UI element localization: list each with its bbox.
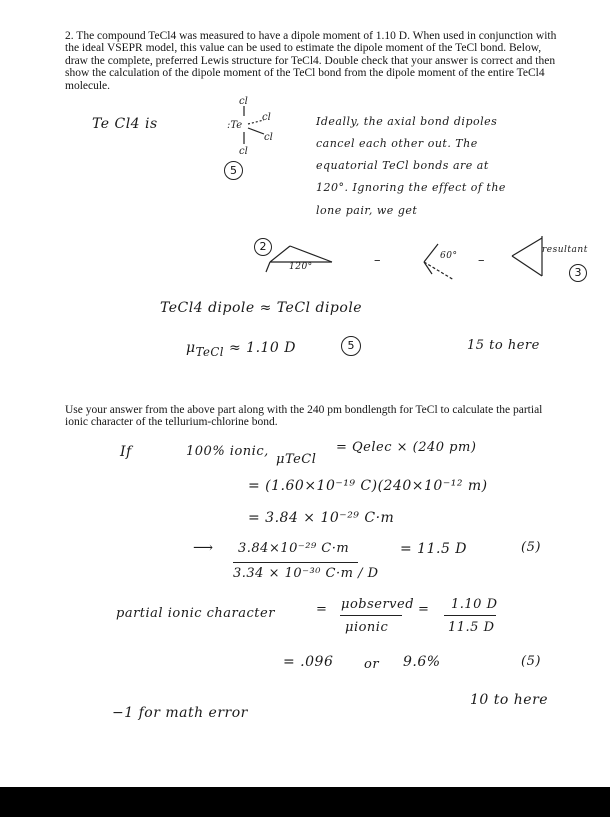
subtotal-10: 10 to here: [470, 692, 549, 708]
fraction-bar: [233, 562, 358, 563]
svg-text:cl: cl: [239, 146, 248, 157]
svg-text:cl: cl: [264, 132, 273, 143]
explanation-line-2: cancel each other out. The: [316, 137, 478, 150]
explanation-line-5: lone pair, we get: [316, 204, 418, 217]
mu-ionic: μionic: [345, 620, 389, 635]
mu-tecl-line: [186, 340, 296, 359]
result-percent: 9.6%: [403, 654, 441, 670]
score-fraction: (5): [521, 540, 541, 555]
subtotal-15: 15 to here: [467, 338, 540, 353]
explanation-line-1: Ideally, the axial bond dipoles: [316, 115, 498, 128]
equals-2: =: [418, 602, 430, 617]
question-2-text: [65, 30, 565, 92]
math-error-deduction: −1 for math error: [112, 705, 248, 721]
score-angle-circle: 2: [254, 238, 272, 256]
value-fraction-bar: [444, 615, 496, 616]
question-prompt: The compound TeCl4 was measured to have a dipole moment of 1.10 D. When used in conjunction with the ideal VSEPR model, this value can be used to estimate the dipole moment of the TeCl bond. Below, draw the complete, preferred Lewis structure for TeCl4. Double check that your answer is correct and then show the calculation of the dipole moment of the TeCl bond from the dipole moment of the entire TeCl4 molecule.: [65, 30, 557, 92]
fraction-denominator: 3.34 × 10⁻³⁰ C·m / D: [233, 566, 379, 581]
question-number: 2.: [65, 30, 74, 42]
result-decimal: = .096: [283, 654, 334, 670]
mu-subscript: TeCl: [195, 344, 225, 359]
score-final: (5): [521, 654, 541, 669]
hundred-ionic: 100% ionic,: [186, 444, 269, 459]
resultant-label: resultant: [542, 245, 588, 255]
fraction-result: = 11.5 D: [400, 541, 468, 557]
mu-observed: μobserved: [341, 597, 415, 612]
dash-1: –: [374, 253, 381, 268]
qelec-equation: = Qelec × (240 pm): [336, 440, 477, 455]
score-resultant-circle: 3: [569, 264, 587, 282]
partial-ionic-label: partial ionic character: [116, 606, 275, 621]
calc-line-2: = (1.60×10⁻¹⁹ C)(240×10⁻¹² m): [248, 478, 488, 494]
angle-120-label: 120°: [289, 262, 313, 272]
tecl4-is-text: Te Cl4 is: [92, 116, 158, 132]
mu-value: ≈ 1.10 D: [228, 340, 297, 356]
lewis-structure-sketch: [224, 98, 284, 158]
score-lewis-circle: 5: [224, 161, 243, 180]
explanation-line-3: equatorial TeCl bonds are at: [316, 159, 489, 172]
mu-symbol: μ: [186, 340, 196, 356]
resultant-sketch: [506, 232, 550, 282]
equals-1: =: [316, 602, 328, 617]
angle-60-sketch: [416, 240, 466, 290]
or-text: or: [364, 657, 380, 672]
calc-arrow: ⟶: [193, 540, 214, 556]
numerator-110: 1.10 D: [451, 597, 498, 612]
explanation-line-4: 120°. Ignoring the effect of the: [316, 181, 506, 194]
svg-text:cl: cl: [239, 96, 248, 107]
denominator-115: 11.5 D: [448, 620, 495, 635]
svg-text::Te: :Te: [227, 120, 243, 131]
mu-tecl-label: μTeCl: [276, 452, 317, 467]
score-mu-circle: 5: [341, 336, 361, 356]
dash-2: –: [478, 253, 485, 268]
if-label: If: [120, 444, 132, 460]
question-2b-text: Use your answer from the above part along with the 240 pm bondlength for TeCl to calculate the partial ionic character of the tellurium-chlorine bond.: [65, 404, 543, 429]
scan-bottom-border: [0, 787, 610, 817]
dipole-relation: TeCl4 dipole ≈ TeCl dipole: [160, 300, 363, 316]
calc-line-3: = 3.84 × 10⁻²⁹ C·m: [248, 510, 395, 526]
fraction-numerator: 3.84×10⁻²⁹ C·m: [238, 541, 350, 556]
angle-60-label: 60°: [440, 251, 458, 261]
ratio-fraction-bar: [340, 615, 402, 616]
svg-text:cl: cl: [262, 112, 271, 123]
